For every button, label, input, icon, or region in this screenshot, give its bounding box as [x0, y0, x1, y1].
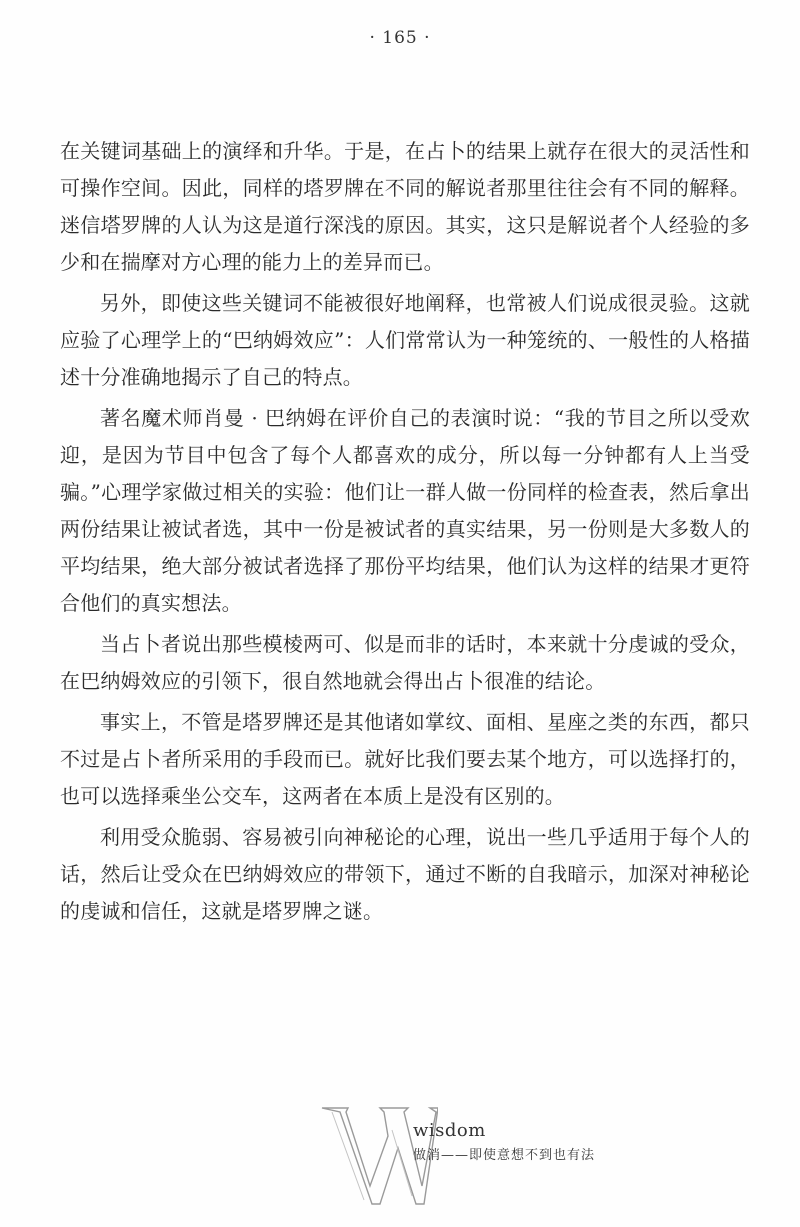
body-text: [60, 133, 750, 930]
footer-word: wisdom: [413, 1120, 486, 1141]
paragraph-3: 著名魔术师肖曼 · 巴纳姆在评价自己的表演时说：“我的节目之所以受欢迎，是因为节目中包含了每个人都喜欢的成分，所以每一分钟都有人上当受骗。”心理学家做过相关的实验：他们让一群人做一份同样的检查表，然后拿出两份结果让被试者选，其中一份是被试者的真实结果，另一份则是大多数人的平均结果，绝大部分被试者选择了那份平均结果，他们认为这样的结果才更符合他们的真实想法。: [60, 406, 750, 615]
footer-slogan: 做消——即使意想不到也有法: [413, 1148, 596, 1163]
paragraph-4: 当占卜者说出那些模棱两可、似是而非的话时，本来就十分虔诚的受众，在巴纳姆效应的引领下，很自然地就会得出占卜很准的结论。: [60, 632, 750, 693]
paragraph-6: 利用受众脆弱、容易被引向神秘论的心理，说出一些几乎适用于每个人的话，然后让受众在巴纳姆效应的带领下，通过不断的自我暗示，加深对神秘论的虔诚和信任，这就是塔罗牌之谜。: [60, 825, 750, 923]
page-number: · 165 ·: [369, 28, 431, 48]
paragraph-1: 在关键词基础上的演绎和升华。于是，在占卜的结果上就存在很大的灵活性和可操作空间。因此，同样的塔罗牌在不同的解说者那里往往会有不同的解释。迷信塔罗牌的人认为这是道行深浅的原因。其实，这只是解说者个人经验的多少和在揣摩对方心理的能力上的差异而已。: [60, 139, 750, 274]
paragraph-5: 事实上，不管是塔罗牌还是其他诸如掌纹、面相、星座之类的东西，都只不过是占卜者所采用的手段而已。就好比我们要去某个地方，可以选择打的，也可以选择乘坐公交车，这两者在本质上是没有区别的。: [60, 710, 750, 808]
footer-logo: [318, 1100, 648, 1210]
paragraph-2: 另外，即使这些关键词不能被很好地阐释，也常被人们说成很灵验。这就应验了心理学上的“巴纳姆效应”：人们常常认为一种笼统的、一般性的人格描述十分准确地揭示了自己的特点。: [60, 291, 750, 389]
